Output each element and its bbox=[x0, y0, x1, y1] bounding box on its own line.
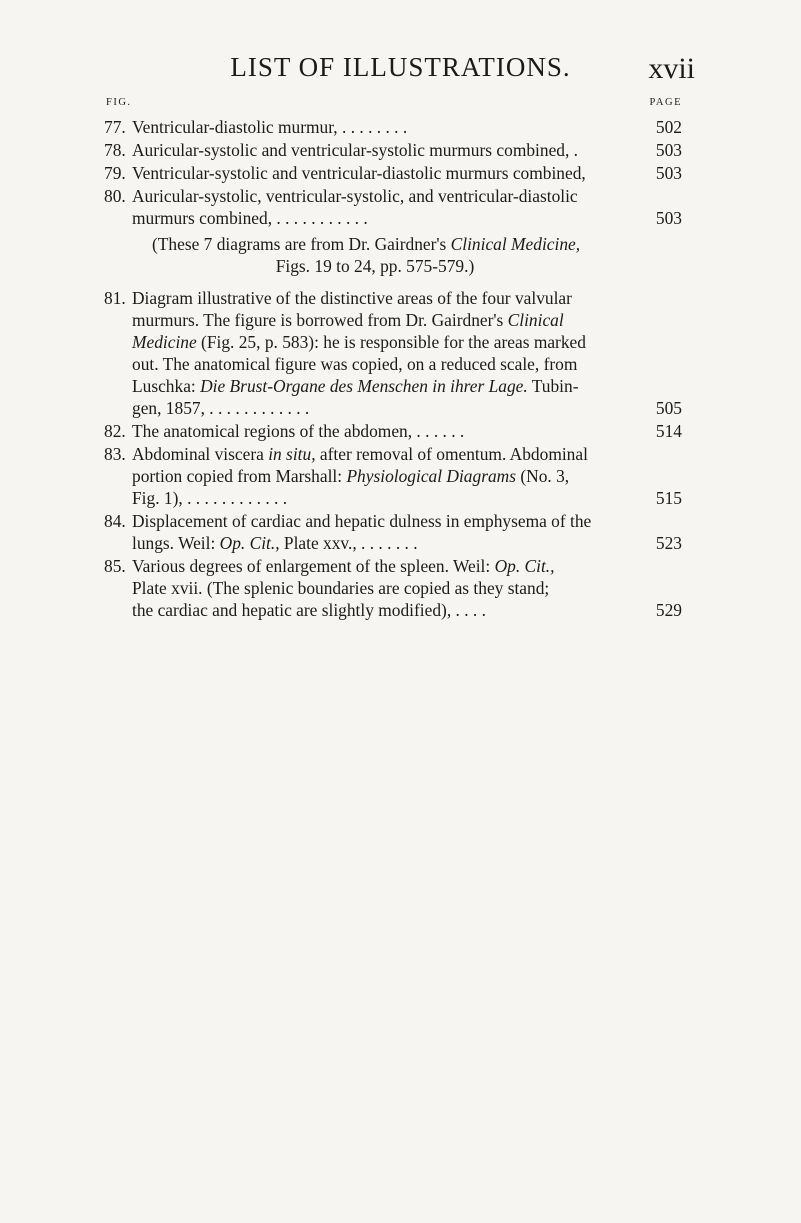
fig-caption: Ventricular-diastolic murmur, . . . . . . . . bbox=[132, 117, 408, 137]
caption-line bbox=[132, 309, 638, 331]
caption-text: after removal of omentum. Abdominal bbox=[315, 444, 588, 464]
page-ref: 529 bbox=[655, 600, 682, 620]
fig-number: 79. bbox=[104, 163, 126, 183]
fig-caption: Ventricular-systolic and ventricular-diastolic murmurs combined, bbox=[132, 163, 586, 183]
list-item bbox=[104, 139, 682, 161]
fig-caption bbox=[132, 185, 638, 229]
caption-text: Plate xxv., . . . . . . . bbox=[279, 533, 418, 553]
caption-line bbox=[132, 375, 638, 397]
fig-caption bbox=[132, 443, 638, 509]
page-ref: 523 bbox=[655, 533, 682, 553]
fig-number: 82. bbox=[104, 421, 126, 441]
fig-number: 84. bbox=[104, 511, 126, 531]
caption-line: Displacement of cardiac and hepatic dulness in emphysema of the bbox=[132, 511, 592, 531]
caption-line bbox=[132, 555, 638, 577]
note-text: (These 7 diagrams are from Dr. Gairdner's bbox=[152, 234, 451, 254]
caption-text: Various degrees of enlargement of the spleen. Weil: bbox=[132, 556, 495, 576]
caption-line: the cardiac and hepatic are slightly modified), . . . . bbox=[132, 600, 486, 620]
book-title: Die Brust-Organe des Menschen in ihrer Lage. bbox=[200, 376, 528, 396]
page-number: xvii bbox=[648, 52, 695, 85]
citation: Op. Cit., bbox=[494, 556, 555, 576]
list-item bbox=[104, 116, 682, 138]
caption-text: portion copied from Marshall: bbox=[132, 466, 347, 486]
source-note bbox=[152, 233, 638, 277]
fig-caption: The anatomical regions of the abdomen, . . . . . . bbox=[132, 421, 465, 441]
caption-line bbox=[132, 532, 638, 554]
column-headings bbox=[106, 97, 682, 111]
fig-column-heading: FIG. bbox=[106, 97, 132, 108]
page-ref: 502 bbox=[655, 117, 682, 137]
caption-line: Plate xvii. (The splenic boundaries are copied as they stand; bbox=[132, 578, 550, 598]
running-title: LIST OF ILLUSTRATIONS. bbox=[230, 52, 571, 82]
list-item bbox=[104, 555, 682, 621]
caption-line: gen, 1857, . . . . . . . . . . . . bbox=[132, 398, 310, 418]
caption-line bbox=[132, 465, 638, 487]
page-ref: 515 bbox=[655, 488, 682, 508]
page-ref: 503 bbox=[655, 163, 682, 183]
caption-text: (Fig. 25, p. 583): he is responsible for the areas marked bbox=[196, 332, 586, 352]
caption-text: Tubin- bbox=[527, 376, 579, 396]
page-ref: 514 bbox=[655, 421, 682, 441]
book-title: Physiological Diagrams bbox=[346, 466, 516, 486]
fig-number: 85. bbox=[104, 556, 126, 576]
list-item bbox=[104, 510, 682, 554]
caption-text: murmurs. The figure is borrowed from Dr. Gairdner's bbox=[132, 310, 508, 330]
fig-number: 78. bbox=[104, 140, 126, 160]
fig-number: 81. bbox=[104, 288, 126, 308]
caption-line bbox=[132, 443, 638, 465]
page-ref: 503 bbox=[655, 208, 682, 228]
list-item bbox=[104, 443, 682, 509]
book-title: Clinical Medicine, bbox=[450, 234, 581, 254]
latin-phrase: in situ, bbox=[268, 444, 316, 464]
book-title: Medicine bbox=[132, 332, 197, 352]
list-item bbox=[104, 162, 682, 184]
page-ref: 505 bbox=[655, 398, 682, 418]
list-item bbox=[104, 185, 682, 229]
fig-caption: Auricular-systolic and ventricular-systolic murmurs combined, . bbox=[132, 140, 579, 160]
caption-line: out. The anatomical figure was copied, on a reduced scale, from bbox=[132, 354, 578, 374]
fig-caption bbox=[132, 287, 638, 419]
caption-line: murmurs combined, . . . . . . . . . . . bbox=[132, 208, 368, 228]
caption-line bbox=[132, 331, 638, 353]
illustrations-list bbox=[104, 116, 682, 621]
fig-caption bbox=[132, 555, 638, 621]
caption-text: Abdominal viscera bbox=[132, 444, 269, 464]
caption-text: (No. 3, bbox=[516, 466, 570, 486]
book-title: Clinical bbox=[507, 310, 564, 330]
citation: Op. Cit., bbox=[219, 533, 280, 553]
list-item bbox=[104, 287, 682, 419]
page-column-heading: PAGE bbox=[649, 97, 682, 108]
caption-line: Fig. 1), . . . . . . . . . . . . bbox=[132, 488, 288, 508]
fig-number: 80. bbox=[104, 186, 126, 206]
caption-text: Luschka: bbox=[132, 376, 201, 396]
fig-number: 77. bbox=[104, 117, 126, 137]
caption-line: Diagram illustrative of the distinctive areas of the four valvular bbox=[132, 288, 572, 308]
fig-caption bbox=[132, 510, 638, 554]
page-ref: 503 bbox=[655, 140, 682, 160]
note-text: Figs. 19 to 24, pp. 575-579.) bbox=[275, 256, 475, 276]
caption-text: lungs. Weil: bbox=[132, 533, 220, 553]
list-item bbox=[104, 420, 682, 442]
caption-line: Auricular-systolic, ventricular-systolic, and ventricular-diastolic bbox=[132, 186, 578, 206]
fig-number: 83. bbox=[104, 444, 126, 464]
